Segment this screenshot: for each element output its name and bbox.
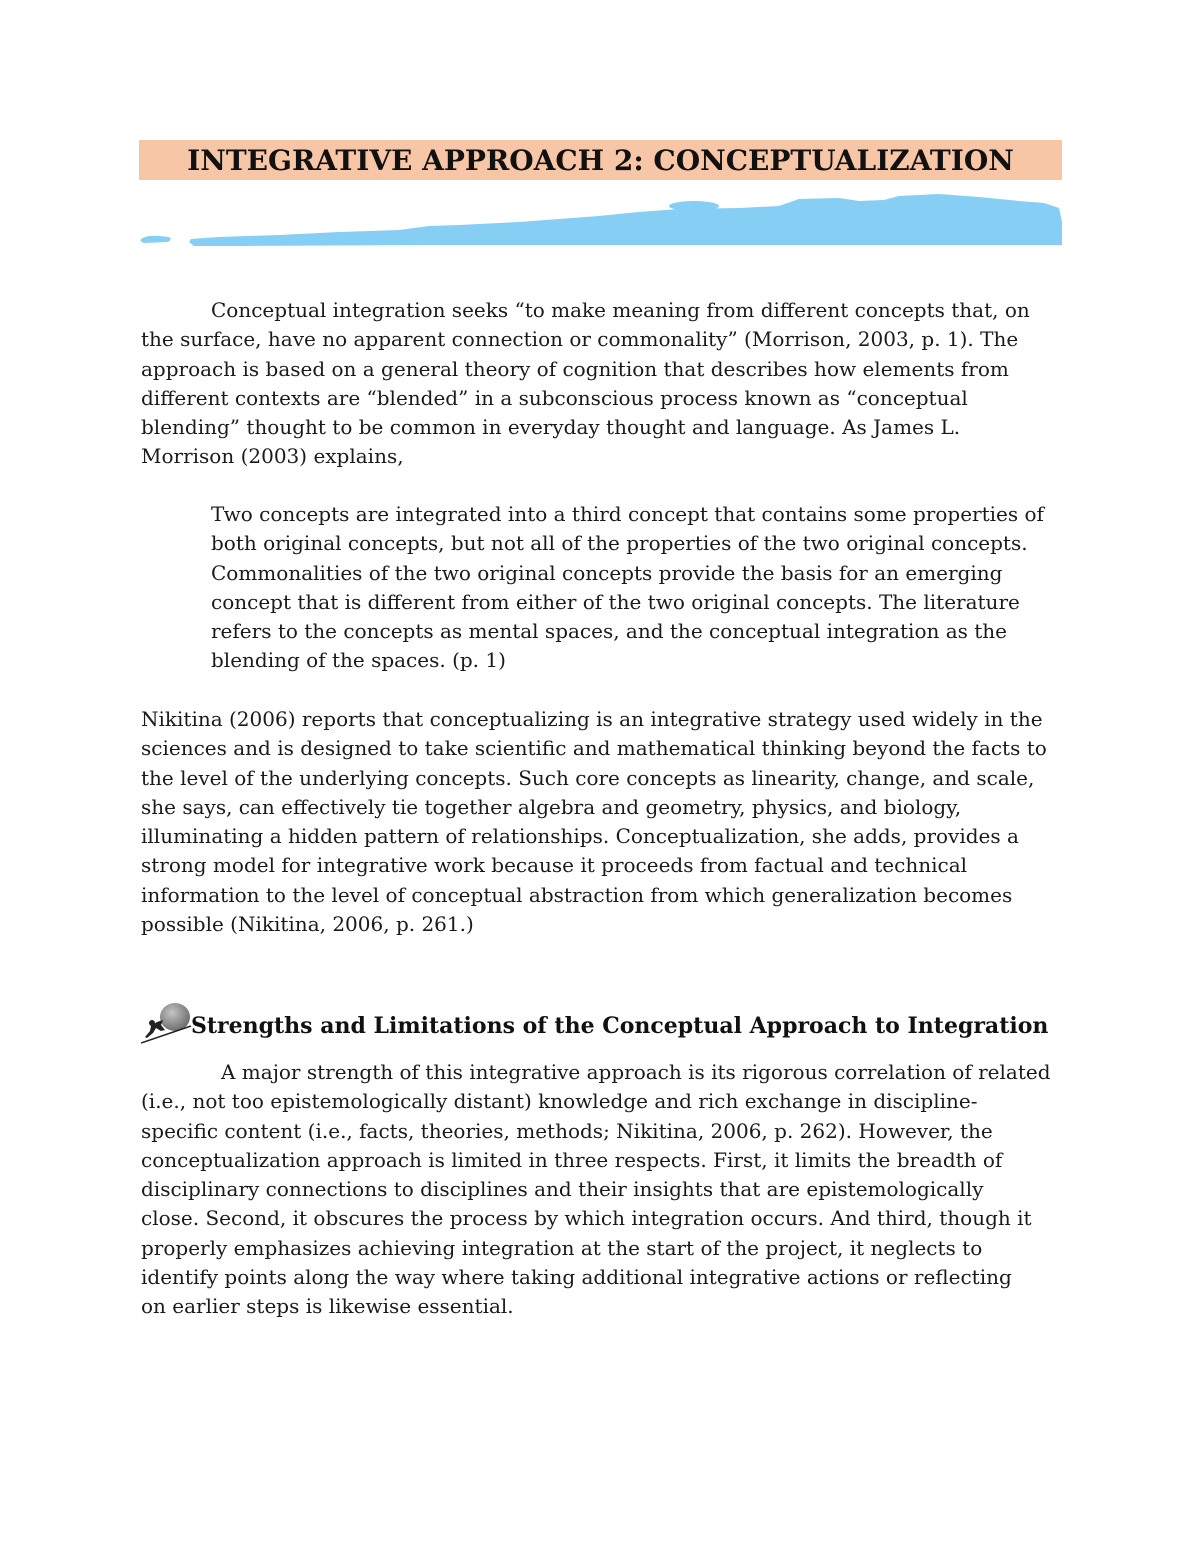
intro-paragraph: Conceptual integration seeks “to make meaning from different concepts that, on the surface, have no apparent connection or commonality” (Morrison, 2003, p. 1). The approach is based on a general theory of cognition that describes how elements from different contexts are “blended” in a subconscious process known as “conceptual blending” thought to be common in everyday thought and language. As James L. Morrison (2003) explains, — [141, 298, 1030, 469]
figure-head — [149, 1020, 155, 1026]
section-heading-row — [141, 1000, 1071, 1050]
skyline-cloud — [669, 201, 719, 211]
strengths-paragraph: A major strength of this integrative approach is its rigorous correlation of related (i.e., not too epistemologically distant) knowledge and rich exchange in discipline- specific content (i.e., facts, theories, methods; Nikitina, 2006, p. 262). However, the conceptualization approach is limited in three respects. First, it limits the breadth of disciplinary connections to disciplines and their insights that are epistemologically close. Second, it obscures the process by which integration occurs. And third, though it properly emphasizes achieving integration at the start of the project, it neglects to identify points along the way where taking additional integrative actions or reflecting on earlier steps is likewise essential. — [141, 1060, 1051, 1319]
title-banner — [139, 140, 1062, 180]
boulder-shape — [160, 1003, 190, 1031]
skyline-main-shape — [189, 194, 1062, 246]
block-quote: Two concepts are integrated into a third concept that contains some properties of both original concepts, but not all of the properties of the two original concepts. Commonalities of the two original concepts provide the basis for an emerging concept that is different from either of the two original concepts. The literature refers to the concepts as mental spaces, and the conceptual integration as the blending of the spaces. (p. 1) — [211, 502, 1044, 673]
boulder-pusher-icon — [141, 1000, 193, 1044]
skyline-banner — [139, 192, 1062, 248]
skyline-left-blob — [141, 236, 171, 243]
page-title: INTEGRATIVE APPROACH 2: CONCEPTUALIZATION — [187, 143, 1014, 177]
nikitina-paragraph: Nikitina (2006) reports that conceptualizing is an integrative strategy used widely in the sciences and is designed to take scientific and mathematical thinking beyond the facts to the level of the underlying concepts. Such core concepts as linearity, change, and scale, she says, can effectively tie together algebra and geometry, physics, and biology, illuminating a hidden pattern of relationships. Conceptualization, she adds, provides a strong model for integrative work because it proceeds from factual and technical information to the level of conceptual abstraction from which generalization becomes possible (Nikitina, 2006, p. 261.) — [141, 707, 1047, 937]
section-title: Strengths and Limitations of the Conceptual Approach to Integration — [191, 1013, 1049, 1039]
